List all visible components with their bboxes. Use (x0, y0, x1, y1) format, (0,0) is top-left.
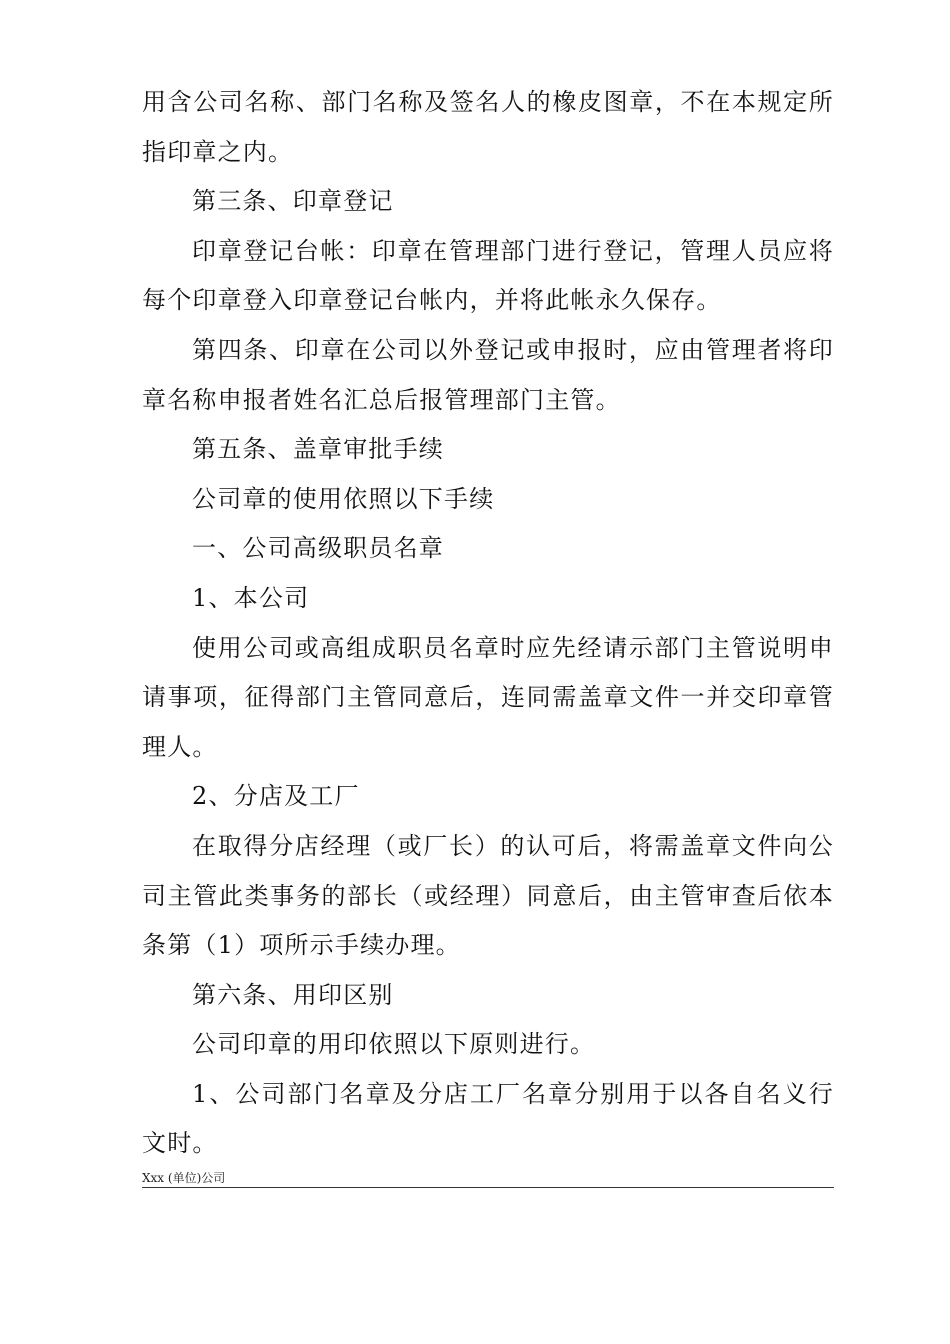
paragraph-1: 用含公司名称、部门名称及签名人的橡皮图章，不在本规定所指印章之内。 (142, 88, 834, 166)
paragraph-2: 第三条、印章登记 (192, 187, 394, 216)
paragraph-5: 第五条、盖章审批手续 (192, 435, 444, 464)
paragraph-4: 第四条、印章在公司以外登记或申报时，应由管理者将印章名称申报者姓名汇总后报管理部门主管。 (142, 335, 834, 414)
page-footer: Xxx (单位)公司 (142, 1170, 834, 1188)
paragraph-9: 使用公司或高组成职员名章时应先经请示部门主管说明申请事项，征得部门主管同意后，连同需盖章文件一并交印章管理人。 (142, 633, 834, 761)
paragraph-12: 第六条、用印区别 (192, 980, 394, 1009)
paragraph-3: 印章登记台帐：印章在管理部门进行登记，管理人员应将每个印章登入印章登记台帐内，并将此帐永久保存。 (142, 236, 834, 315)
paragraph-13: 公司印章的用印依照以下原则进行。 (192, 1030, 596, 1059)
paragraph-11: 在取得分店经理（或厂长）的认可后，将需盖章文件向公司主管此类事务的部长（或经理）同意后，由主管审查后依本条第（1）项所示手续办理。 (142, 831, 834, 960)
paragraph-10: 2、分店及工厂 (192, 782, 360, 811)
document-body (142, 78, 834, 1169)
paragraph-8: 1、本公司 (192, 583, 310, 612)
paragraph-6: 公司章的使用依照以下手续 (192, 484, 495, 513)
paragraph-7: 一、公司高级职员名章 (192, 534, 444, 563)
paragraph-14: 1、公司部门名章及分店工厂名章分别用于以各自名义行文时。 (142, 1079, 834, 1158)
